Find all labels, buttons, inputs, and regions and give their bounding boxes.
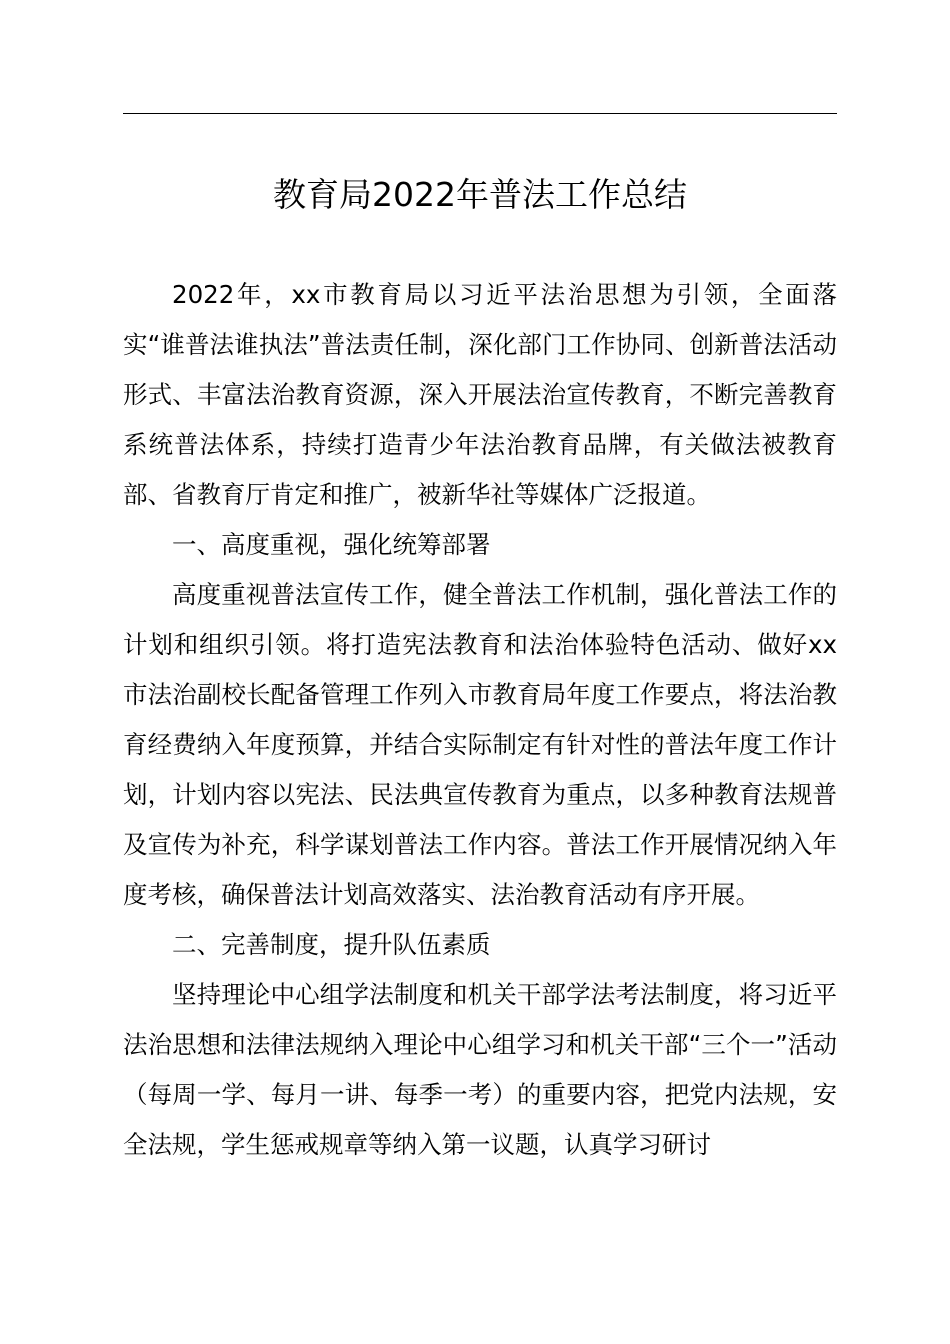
section-heading-2: 二、完善制度，提升队伍素质 [172,930,491,959]
section-1-paragraph: 高度重视普法宣传工作，健全普法工作机制，强化普法工作的计划和组织引领。将打造宪法教育和法治体验特色活动、做好xx市法治副校长配备管理工作列入市教育局年度工作要点，将法治教育经费纳入年度预算，并结合实际制定有针对性的普法年度工作计划，计划内容以宪法、民法典宣传教育为重点，以多种教育法规普及宣传为补充，科学谋划普法工作内容。普法工作开展情况纳入年度考核，确保普法计划高效落实、法治教育活动有序开展。 [123,580,837,909]
header-rule [123,113,837,114]
section-2-paragraph: 坚持理论中心组学法制度和机关干部学法考法制度，将习近平法治思想和法律法规纳入理论中心组学习和机关干部“三个一”活动（每周一学、每月一讲、每季一考）的重要内容，把党内法规，安全法规，学生惩戒规章等纳入第一议题，认真学习研讨 [123,980,837,1159]
document-body [123,270,837,1170]
intro-paragraph: 2022年，xx市教育局以习近平法治思想为引领，全面落实“谁普法谁执法”普法责任制，深化部门工作协同、创新普法活动形式、丰富法治教育资源，深入开展法治宣传教育，不断完善教育系统普法体系，持续打造青少年法治教育品牌，有关做法被教育部、省教育厅肯定和推广，被新华社等媒体广泛报道。 [123,280,837,509]
document-title: 教育局2022年普法工作总结 [273,175,687,214]
section-heading-1: 一、高度重视，强化统筹部署 [172,530,491,559]
